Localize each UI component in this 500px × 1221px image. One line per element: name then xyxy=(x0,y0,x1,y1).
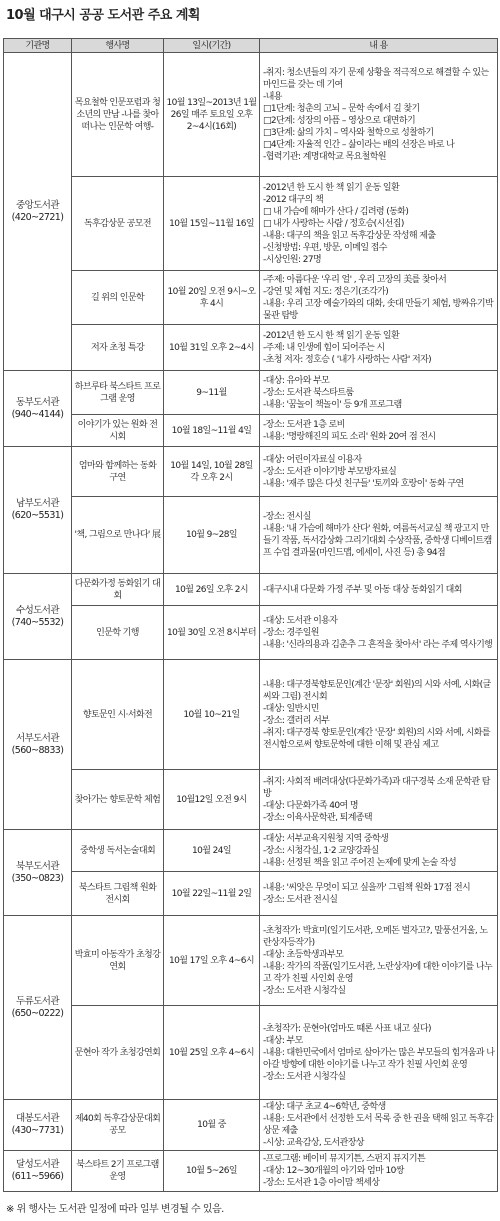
table-row xyxy=(4,770,498,830)
event-name: 목요철학 인문포럼과 청소년의 만남 -나를 찾아 떠나는 인문학 여행- xyxy=(72,53,164,177)
institution-name: 동부도서관 xyxy=(16,396,59,408)
event-name: 향토문인 시·서화전 xyxy=(72,660,164,770)
institution-cell xyxy=(4,574,72,660)
event-date: 10월 14일, 10월 28일 각 오후 2시 xyxy=(164,447,260,497)
event-content xyxy=(260,271,498,325)
content-line: -대상: 대구 초교 4~6학년, 중학생 xyxy=(263,1102,386,1112)
content-line: -장소: 시청각실, 1·2 교양강좌실 xyxy=(263,845,379,856)
institution-phone: (430~7731) xyxy=(11,1125,64,1136)
institution-cell xyxy=(4,1151,72,1192)
content-line: -내용: 대구의 책을 읽고 독후감상문 작성해 제출 xyxy=(263,230,436,241)
table-row xyxy=(4,447,498,497)
event-date: 10월 30일 오전 8시부터 xyxy=(164,606,260,660)
content-line: □ 내 가슴에 해마가 산다 / 김려령 (동화) xyxy=(263,206,409,217)
institution-phone: (350~0823) xyxy=(11,872,64,884)
institution-phone: (740~5532) xyxy=(11,616,64,628)
institution-cell xyxy=(4,660,72,830)
event-name: 이야기가 있는 원화 전시회 xyxy=(72,415,164,447)
event-date: 10월12일 오전 9시 xyxy=(164,770,260,830)
event-content xyxy=(260,497,498,574)
event-date: 10월 25일 오후 4~6시 xyxy=(164,1006,260,1100)
content-line: -2012년 한 도시 한 책 읽기 운동 일환 xyxy=(263,182,400,193)
schedule-table xyxy=(3,38,498,1192)
event-content xyxy=(260,574,498,606)
content-line: -2012 대구의 책 xyxy=(263,194,324,205)
institution-phone: (560~8833) xyxy=(11,744,64,756)
table-row xyxy=(4,1151,498,1192)
event-content xyxy=(260,1100,498,1151)
content-line: -대상: 12~30개월의 아기와 엄마 10쌍 xyxy=(263,1166,404,1176)
table-row xyxy=(4,371,498,415)
table-row xyxy=(4,415,498,447)
content-line: -초청작가: 문현아(엄마도 때론 사표 내고 싶다) xyxy=(263,1023,431,1034)
institution-phone: (420~2721) xyxy=(11,211,64,223)
content-line: -내용: 대구경북향토문인(계간 '문장' 회원)의 시와 서예, 시화(글씨와 그림) 전시회 xyxy=(263,679,491,702)
content-line: -대상: 서부교육지원청 지역 중학생 xyxy=(263,833,389,844)
table-row xyxy=(4,1100,498,1151)
event-content xyxy=(260,872,498,916)
event-date: 10월 22일~11월 2일 xyxy=(164,872,260,916)
content-line: -장소: 도서관 1층 아이맘 책세상 xyxy=(263,1178,380,1188)
event-name: 문현아 작가 초청강연회 xyxy=(72,1006,164,1100)
event-content xyxy=(260,371,498,415)
content-line: -내용: 선정된 책을 읽고 주어진 논제에 맞게 논술 작성 xyxy=(263,857,457,868)
content-line: -2012년 한 도시 한 책 읽기 운동 일환 xyxy=(263,330,400,341)
table-row xyxy=(4,660,498,770)
content-line: -내용: 우리 고장 예술가와의 대화, 솟대 만들기 체험, 방짜유기박물관 탐방 xyxy=(263,298,494,321)
institution-phone: (650~0222) xyxy=(11,1007,64,1019)
event-content xyxy=(260,1006,498,1100)
event-name: 독후감상문 공모전 xyxy=(72,177,164,271)
table-row xyxy=(4,53,498,177)
event-content xyxy=(260,770,498,830)
content-line: -주제: 아름다운 '우리 얼' , 우리 고장의 美를 찾아서 xyxy=(263,274,447,285)
event-date: 10월 10~21일 xyxy=(164,660,260,770)
content-line: -협력기관: 계명대학교 목요철학원 xyxy=(263,151,386,162)
event-content xyxy=(260,830,498,872)
table-row xyxy=(4,830,498,872)
event-name: 길 위의 인문학 xyxy=(72,271,164,325)
institution-cell xyxy=(4,447,72,574)
content-line: -내용: 작가의 작품(일기도서관, 노란상자)에 대한 이야기를 나누고 작가 친필 사인회 운영 xyxy=(263,961,493,984)
table-row xyxy=(4,177,498,271)
event-content xyxy=(260,177,498,271)
event-content xyxy=(260,916,498,1006)
content-line: -내용: 대한민국에서 엄마로 살아가는 많은 부모들의 힘겨움과 나아갈 방향에 대한 이야기를 나누고 작가 친필 사인회 운영 xyxy=(263,1047,495,1070)
content-line: -장소: 도서관 이야기방 부모방자료실 xyxy=(263,466,397,477)
table-row xyxy=(4,1006,498,1100)
event-content xyxy=(260,53,498,177)
event-content xyxy=(260,1151,498,1192)
event-date: 10월 17일 오후 4~6시 xyxy=(164,916,260,1006)
event-content xyxy=(260,447,498,497)
content-line: -대상: 어린이자료실 이용자 xyxy=(263,454,362,465)
institution-name: 수성도서관 xyxy=(16,604,59,616)
content-line: -내용 xyxy=(263,91,282,102)
event-name: 엄마와 함께하는 동화 구연 xyxy=(72,447,164,497)
table-row xyxy=(4,916,498,1006)
institution-cell xyxy=(4,916,72,1100)
header-content: 내 용 xyxy=(260,39,498,53)
event-name: 박효미 아동작가 초청강연회 xyxy=(72,916,164,1006)
institution-name: 달성도서관 xyxy=(16,1159,59,1170)
header-institution: 기관명 xyxy=(4,39,72,53)
table-row xyxy=(4,497,498,574)
content-line: -대상: 부모 xyxy=(263,1035,303,1046)
event-date: 9~11월 xyxy=(164,371,260,415)
institution-cell xyxy=(4,830,72,916)
event-name: 찾아가는 향토문학 체험 xyxy=(72,770,164,830)
event-date: 10월 20일 오전 9시~오후 4시 xyxy=(164,271,260,325)
institution-name: 중앙도서관 xyxy=(16,199,59,211)
content-line: -장소: 갤러리 서부 xyxy=(263,715,330,726)
content-line: -내용: '명랑해진의 피도 소리' 원화 20여 점 전시 xyxy=(263,431,436,442)
table-row xyxy=(4,606,498,660)
event-content xyxy=(260,660,498,770)
event-name: 하브루타 북스타트 프로그램 운영 xyxy=(72,371,164,415)
content-line: -프로그램: 베이비 뮤지기튼, 스펀지 뮤지기튼 xyxy=(263,1154,426,1164)
event-date: 10월 24일 xyxy=(164,830,260,872)
institution-name: 서부도서관 xyxy=(16,732,59,744)
content-line: -장소: 경주일원 xyxy=(263,627,319,638)
content-line: -장소: 도서관 시청각실 xyxy=(263,985,346,996)
event-name: 북스타트 그림책 원화 전시회 xyxy=(72,872,164,916)
event-content xyxy=(260,415,498,447)
institution-cell xyxy=(4,53,72,371)
table-row xyxy=(4,271,498,325)
table-body xyxy=(4,53,498,1192)
content-line: -강연 및 체험 지도: 정은기(조각가) xyxy=(263,286,389,297)
content-line: -초청 저자: 정호승 ( '내가 사랑하는 사람' 저자) xyxy=(263,354,432,365)
content-line: -장소: 도서관 시청각실 xyxy=(263,1071,346,1082)
event-date: 10월 26일 오후 2시 xyxy=(164,574,260,606)
content-line: -장소: 도서관 전시실 xyxy=(263,894,338,905)
content-line: -취지: 청소년들의 자기 문제 상황을 적극적으로 해결할 수 있는 마인드를 갖는 데 기여 xyxy=(263,67,489,90)
content-line: □3단계: 삶의 가치 – 역사와 철학으로 성찰하기 xyxy=(263,127,434,138)
event-name: 북스타트 2기 프로그램 운영 xyxy=(72,1151,164,1192)
institution-name: 두류도서관 xyxy=(16,995,59,1007)
content-line: -내용: '재주 많은 다섯 친구들' '토끼와 호랑이' 동화 구연 xyxy=(263,478,464,489)
content-line: -장소: 도서관 북스타트룸 xyxy=(263,387,354,398)
table-header-row xyxy=(4,39,498,53)
content-line: -내용: '꿈놀이 책놀이' 등 9개 프로그램 xyxy=(263,399,402,410)
page-title: 10월 대구시 공공 도서관 주요 계획 xyxy=(6,8,200,23)
content-line: -시상인원: 27명 xyxy=(263,254,322,265)
event-name: 인문학 기행 xyxy=(72,606,164,660)
event-name: 제40회 독후감상문대회 공모 xyxy=(72,1100,164,1151)
institution-cell xyxy=(4,371,72,447)
footnote: ※ 위 행사는 도서관 일정에 따라 일부 변경될 수 있음. xyxy=(6,1204,224,1215)
header-date: 일시(기간) xyxy=(164,39,260,53)
content-line: -내용: '씨앗은 무엇이 되고 싶을까' 그림책 원화 17점 전시 xyxy=(263,882,471,893)
institution-phone: (620~5531) xyxy=(11,510,64,521)
content-line: -대상: 다문화가족 40여 명 xyxy=(263,800,358,811)
content-line: □1단계: 청춘의 고뇌 – 문학 속에서 길 찾기 xyxy=(263,103,420,114)
event-content xyxy=(260,325,498,371)
content-line: □4단계: 자율적 인간 – 삶이라는 배의 선장은 바로 나 xyxy=(263,139,455,150)
content-line: -내용: 도서관에서 선정한 도서 목록 중 한 권을 택해 읽고 독후감상문 제출 xyxy=(263,1114,494,1136)
content-line: -신청방법: 우편, 방문, 이메일 접수 xyxy=(263,242,387,253)
content-line: -취지: 대구경북 향토문인(계간 '문장' 회원)의 시와 서예, 시화를 전시함으로써 향토문학에 대한 이해 및 관심 제고 xyxy=(263,727,490,750)
event-content xyxy=(260,606,498,660)
institution-name: 대봉도서관 xyxy=(16,1113,59,1124)
header-event: 행사명 xyxy=(72,39,164,53)
content-line: -대상: 일반시민 xyxy=(263,703,319,714)
event-date: 10월 중 xyxy=(164,1100,260,1151)
event-name: 다문화가정 동화읽기 대회 xyxy=(72,574,164,606)
institution-cell xyxy=(4,1100,72,1151)
content-line: -초청작가: 박효미(일기도서관, 오메돈 벌자고?, 말풍선거울, 노란상자등작가) xyxy=(263,925,488,948)
content-line: -장소: 전시실 xyxy=(263,512,311,522)
content-line: -장소: 이육사문학관, 퇴계종택 xyxy=(263,812,372,823)
event-date: 10월 5~26일 xyxy=(164,1151,260,1192)
event-date: 10월 13일~2013년 1월 26일 매주 토요일 오후 2~4시(16회) xyxy=(164,53,260,177)
content-line: -취지: 사회적 배려대상(다문화가족)과 대구경북 소재 문학관 탐방 xyxy=(263,776,490,799)
content-line: -내용: '신라의용과 김춘추 그 흔적을 찾아서' 라는 주제 역사기행 xyxy=(263,639,493,650)
event-date: 10월 18일~11월 4일 xyxy=(164,415,260,447)
event-name: '책, 그림으로 만나다' 展 xyxy=(72,497,164,574)
institution-name: 남부도서관 xyxy=(16,498,59,509)
institution-phone: (940~4144) xyxy=(11,408,64,420)
content-line: -장소: 도서관 1층 로비 xyxy=(263,419,345,430)
event-name: 저자 초청 특강 xyxy=(72,325,164,371)
content-line: -대상: 초등학생과부모 xyxy=(263,949,344,960)
event-date: 10월 9~28일 xyxy=(164,497,260,574)
content-line: -대상: 유아와 부모 xyxy=(263,375,330,386)
content-line: □2단계: 성장의 아픔 – 영상으로 대면하기 xyxy=(263,115,416,126)
content-line: -시상: 교육감상, 도서관장상 xyxy=(263,1138,364,1148)
content-line: -대상: 도서관 이용자 xyxy=(263,615,338,626)
content-line: -주제: 내 인생에 힘이 되어주는 시 xyxy=(263,342,385,353)
content-line: -내용: '내 가슴에 해마가 산다' 원화, 여름독서교실 책 광고지 만들기 작품, 독서감상화 그리기대회 수상작품, 중학생 디베이트캠프 수업 결과물(마인드맵, 에세이, 사진 등) 총 94점 xyxy=(263,524,492,558)
table-row xyxy=(4,574,498,606)
event-date: 10월 31일 오후 2~4시 xyxy=(164,325,260,371)
event-name: 중학생 독서논술대회 xyxy=(72,830,164,872)
table-row xyxy=(4,325,498,371)
event-date: 10월 15일~11월 16일 xyxy=(164,177,260,271)
institution-name: 북부도서관 xyxy=(16,860,59,872)
table-row xyxy=(4,872,498,916)
content-line: □ 내가 사랑하는 사람 / 정호승(시선집) xyxy=(263,218,404,229)
content-line: -대구시내 다문화 가정 주부 및 아동 대상 동화읽기 대회 xyxy=(263,584,462,595)
institution-phone: (611~5966) xyxy=(11,1171,64,1182)
